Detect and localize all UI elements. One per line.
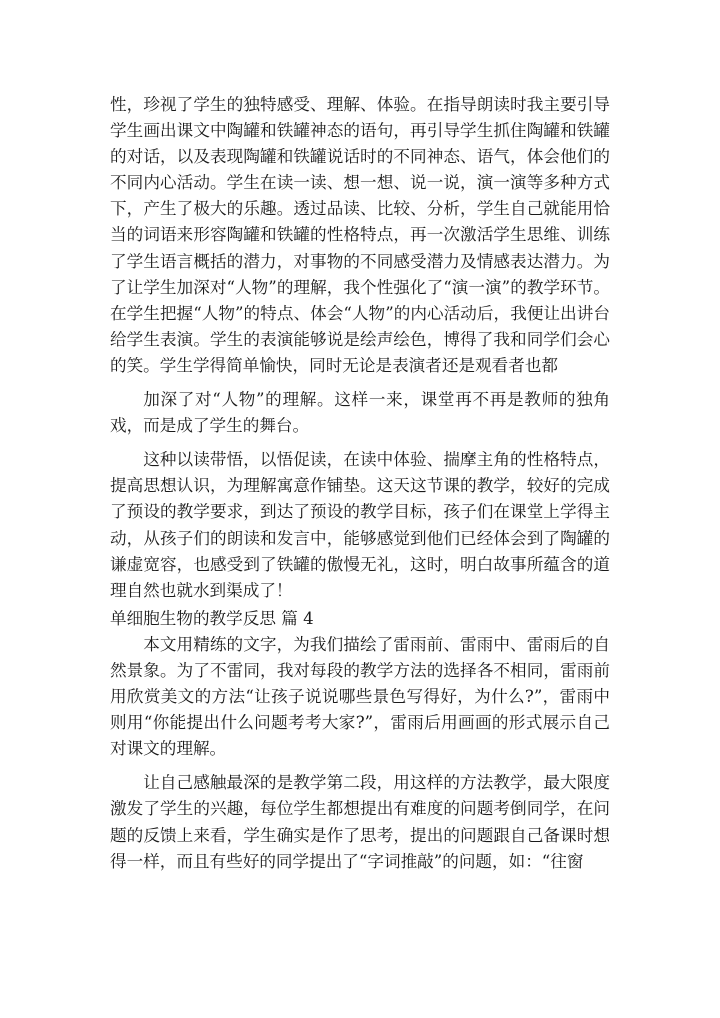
section-heading: 单细胞生物的教学反思 篇 4 (110, 608, 314, 628)
paragraph-1: 性，珍视了学生的独特感受、理解、体验。在指导朗读时我主要引导学生画出课文中陶罐和铁罐神态的语句，再引导学生抓住陶罐和铁罐的对话，以及表现陶罐和铁罐说话时的不同神态、语气，体会他们的不同内心活动。学生在读一读、想一想、说一说，演一演等多种方式下，产生了极大的乐趣。透过品读、比较、分析，学生自己就能用恰当的词语来形容陶罐和铁罐的性格特点，再一次激活学生思维、训练了学生语言概括的潜力，对事物的不同感受潜力及情感表达潜力。为了让学生加深对“人物”的理解，我个性强化了“演一演”的教学环节。在学生把握“人物”的特点、体会“人物”的内心活动后，我便让出讲台给学生表演。学生的表演能够说是绘声绘色，博得了我和同学们会心的笑。学生学得简单愉快，同时无论是表演者还是观看者也都 (110, 95, 610, 375)
paragraph-3: 这种以读带悟，以悟促读，在读中体验、揣摩主角的性格特点，提高思想认识，为理解寓意作铺垫。这天这节课的教学，较好的完成了预设的教学要求，到达了预设的教学目标，孩子们在课堂上学得主动，从孩子们的朗读和发言中，能够感觉到他们已经体会到了陶罐的谦虚宽容，也感受到了铁罐的傲慢无礼，这时，明白故事所蕴含的道理自然也就水到渠成了！ (110, 450, 610, 600)
paragraph-5: 让自己感触最深的是教学第二段，用这样的方法教学，最大限度激发了学生的兴趣，每位学生都想提出有难度的问题考倒同学，在问题的反馈上来看，学生确实是作了思考，提出的问题跟自己备课时想得一样，而且有些好的同学提出了“字词推敲”的问题，如：“往窗 (110, 773, 610, 871)
paragraph-2: 加深了对“人物”的理解。这样一来，课堂再不再是教师的独角戏，而是成了学生的舞台。 (110, 390, 610, 436)
paragraph-4: 本文用精练的文字，为我们描绘了雷雨前、雷雨中、雷雨后的自然景象。为了不雷同，我对每段的教学方法的选择各不相同，雷雨前用欣赏美文的方法“让孩子说说哪些景色写得好，为什么?”，雷雨中则用“你能提出什么问题考考大家?”，雷雨后用画画的形式展示自己对课文的理解。 (110, 634, 610, 759)
document-page (110, 92, 610, 875)
